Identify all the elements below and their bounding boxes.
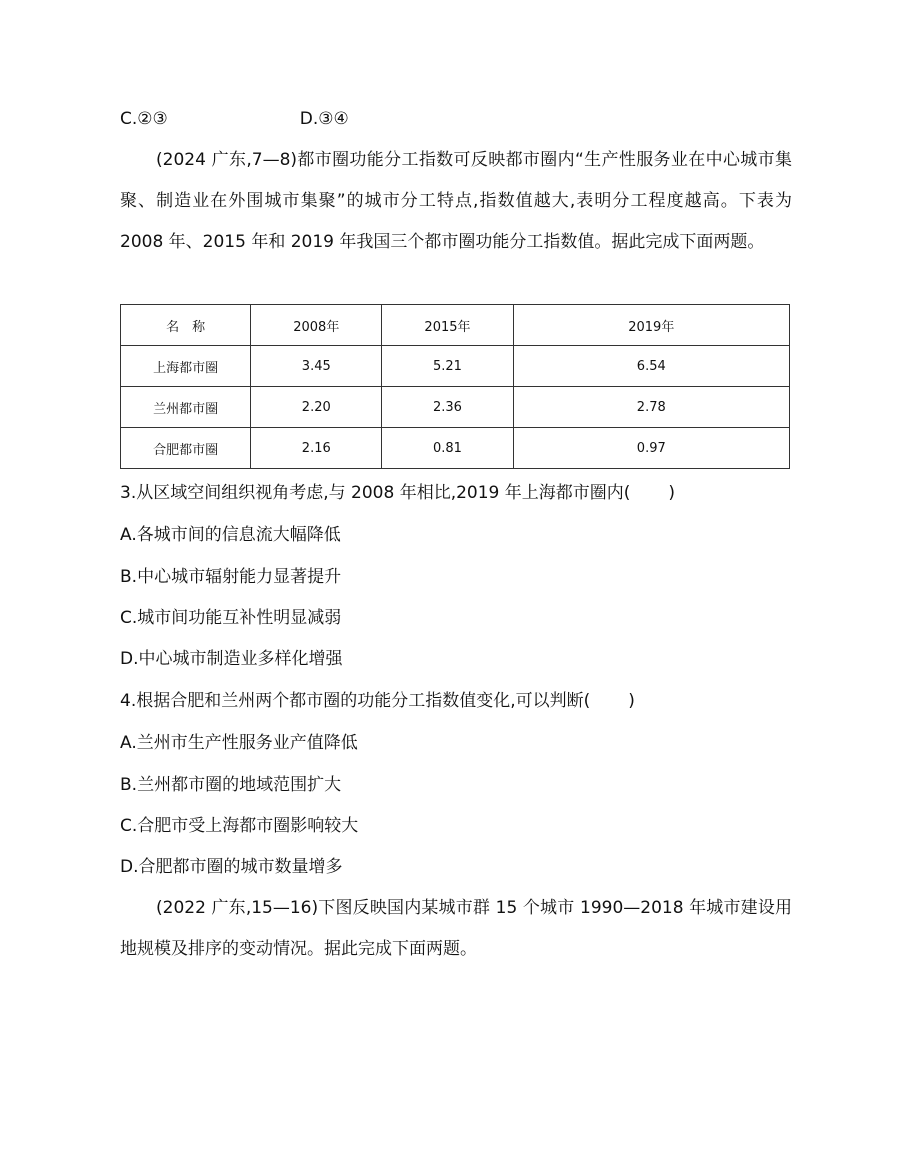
question-4-option-b: B.兰州都市圈的地域范围扩大 — [120, 775, 342, 795]
table-cell: 上海都市圈 — [121, 346, 251, 387]
table-row — [121, 387, 790, 428]
table-cell: 兰州都市圈 — [121, 387, 251, 428]
question-3-option-b: B.中心城市辐射能力显著提升 — [120, 567, 342, 587]
table-cell: 5.21 — [382, 346, 513, 387]
table-header-name: 名 称 — [121, 305, 251, 346]
question-4-option-c: C.合肥市受上海都市圈影响较大 — [120, 816, 359, 836]
option-d: D.③④ — [299, 109, 349, 129]
table-cell: 2.16 — [251, 428, 382, 469]
passage-2024: (2024 广东,7—8)都市圈功能分工指数可反映都市圈内“生产性服务业在中心城市集聚、制造业在外围城市集聚”的城市分工特点,指数值越大,表明分工程度越高。下表为 2008 年、2015 年和 2019 年我国三个都市圈功能分工指数值。据此完成下面两题。 — [120, 150, 792, 252]
table-cell: 2.20 — [251, 387, 382, 428]
question-3-option-d: D.中心城市制造业多样化增强 — [120, 649, 343, 669]
passage-2022: (2022 广东,15—16)下图反映国内某城市群 15 个城市 1990—2018 年城市建设用地规模及排序的变动情况。据此完成下面两题。 — [120, 898, 792, 959]
question-4-stem: 4.根据合肥和兰州两个都市圈的功能分工指数值变化,可以判断( ) — [120, 691, 635, 711]
table-header-2008: 2008年 — [251, 305, 382, 346]
table-row — [121, 346, 790, 387]
table-cell: 0.97 — [513, 428, 789, 469]
question-3-stem: 3.从区域空间组织视角考虑,与 2008 年相比,2019 年上海都市圈内( ) — [120, 483, 676, 503]
previous-question-options — [120, 108, 349, 130]
table-header-2015: 2015年 — [382, 305, 513, 346]
table-cell: 2.36 — [382, 387, 513, 428]
table-row — [121, 428, 790, 469]
table-cell: 3.45 — [251, 346, 382, 387]
table-cell: 2.78 — [513, 387, 789, 428]
table-header-row — [121, 305, 790, 346]
question-4-option-d: D.合肥都市圈的城市数量增多 — [120, 857, 343, 877]
table-cell: 6.54 — [513, 346, 789, 387]
index-table — [120, 304, 790, 469]
question-3-option-c: C.城市间功能互补性明显减弱 — [120, 608, 342, 628]
table-header-2019: 2019年 — [513, 305, 789, 346]
table-cell: 0.81 — [382, 428, 513, 469]
question-3-option-a: A.各城市间的信息流大幅降低 — [120, 525, 341, 545]
option-c: C.②③ — [120, 109, 168, 129]
table-cell: 合肥都市圈 — [121, 428, 251, 469]
question-4-option-a: A.兰州市生产性服务业产值降低 — [120, 733, 358, 753]
